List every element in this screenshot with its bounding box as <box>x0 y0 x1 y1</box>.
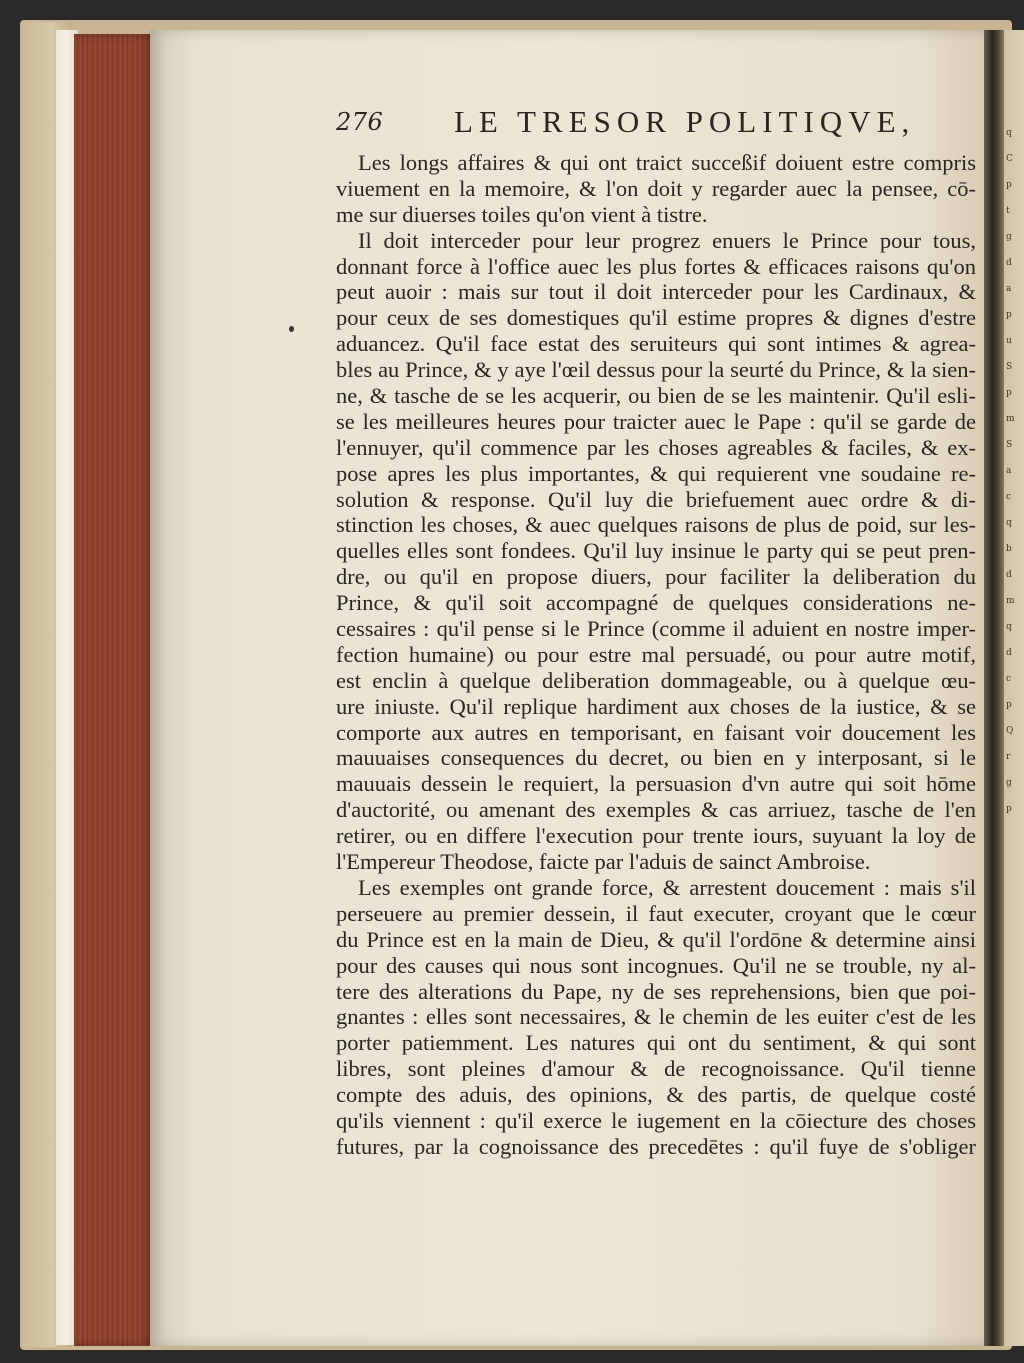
text-line: porter patiemment. Les natures qui ont du sentiment, & qui sont <box>336 1030 976 1056</box>
facing-page-fragment: q <box>1006 128 1012 138</box>
facing-page-fragment: p <box>1006 804 1012 814</box>
facing-page-fragment: c <box>1006 492 1012 502</box>
text-line: Prince, & qu'il soit accompagné de quelques considerations ne- <box>336 590 976 616</box>
text-line: se les meilleures heures pour traicter auec le Pape : qu'il se garde de <box>336 408 976 434</box>
facing-page-fragment: c <box>1006 674 1012 684</box>
facing-page-fragment: d <box>1006 258 1012 268</box>
text-line: retirer, ou en differe l'execution pour trente iours, suyuant la loy de <box>336 823 976 849</box>
gutter-shadow <box>984 30 1004 1346</box>
facing-page-fragment: g <box>1006 232 1012 242</box>
facing-page-fragment: p <box>1006 310 1012 320</box>
body-text <box>336 150 976 1160</box>
text-line: Il doit interceder pour leur progrez enuers le Prince pour tous, <box>358 227 976 253</box>
text-line: pose apres les plus importantes, & qui requierent vne soudaine re- <box>336 460 976 486</box>
text-line: dre, ou qu'il en propose diuers, pour faciliter la deliberation du <box>336 564 976 590</box>
text-line: gnantes : elles sont necessaires, & le chemin de les euiter c'est de les <box>336 1004 976 1030</box>
text-line: du Prince est en la main de Dieu, & qu'il l'ordōne & determine ainsi <box>336 926 976 952</box>
text-line: libres, sont pleines d'amour & de recognoissance. Qu'il tienne <box>336 1056 976 1082</box>
facing-page-fragment: b <box>1006 544 1012 554</box>
facing-page-fragment: p <box>1006 700 1012 710</box>
facing-page-fragment: p <box>1006 388 1012 398</box>
facing-page-fragment: Q <box>1006 726 1014 736</box>
facing-page-fragment: S <box>1006 440 1013 450</box>
facing-page-fragment: q <box>1006 518 1012 528</box>
facing-page-fragment: d <box>1006 570 1012 580</box>
text-line: solution & response. Qu'il luy die briefuement auec ordre & di- <box>336 486 976 512</box>
facing-page-fragment: a <box>1006 284 1012 294</box>
running-head <box>336 104 976 150</box>
facing-page-fragment: d <box>1006 648 1012 658</box>
text-line: pour ceux de ses domestiques qu'il estime propres & dignes d'estre <box>336 305 976 331</box>
text-line: l'ennuyer, qu'il commence par les choses agreables & faciles, & ex- <box>336 434 976 460</box>
ink-speck <box>289 326 294 332</box>
page-number: 276 <box>336 108 384 136</box>
text-line: viuement en la memoire, & l'on doit y regarder auec la pensee, cō- <box>336 175 976 201</box>
text-line: cessaires : qu'il pense si le Prince (comme il aduient en nostre imper- <box>336 616 976 642</box>
page-edges <box>74 34 154 1346</box>
text-line: ure iniuste. Qu'il replique hardiment aux choses de la iustice, & se <box>336 693 976 719</box>
text-line: mauuais dessein le requiert, la persuasion d'vn autre qui soit hōme <box>336 771 976 797</box>
text-line: tere des alterations du Pape, ny de ses reprehensions, bien que poi- <box>336 978 976 1004</box>
text-line: pour des causes qui nous sont incognues. Qu'il ne se trouble, ny al- <box>336 952 976 978</box>
text-line: mauuaises consequences du decret, ou bien en y interposant, si le <box>336 745 976 771</box>
text-line: Les exemples ont grande force, & arrestent doucement : mais s'il <box>358 874 976 900</box>
facing-page-fragment: a <box>1006 466 1012 476</box>
text-line: est enclin à quelque deliberation dommageable, ou à quelque œu- <box>336 667 976 693</box>
text-line: bles au Prince, & y aye l'œil dessus pour la seurté du Prince, & la sien- <box>336 357 976 383</box>
text-line: d'auctorité, ou amenant des exemples & cas arriuez, tasche de l'en <box>336 797 976 823</box>
text-line: peut auoir : mais sur tout il doit interceder pour les Cardinaux, & <box>336 279 976 305</box>
text-line: stinction les choses, & auec quelques raisons de plus de poid, sur les- <box>336 512 976 538</box>
facing-page-fragment: m <box>1006 414 1015 424</box>
text-line: donnant force à l'office auec les plus fortes & efficaces raisons qu'on <box>336 253 976 279</box>
facing-page-fragment: r <box>1006 752 1011 762</box>
facing-page-fragments <box>1006 120 1024 822</box>
page-text <box>336 104 976 1160</box>
facing-page-fragment: t <box>1006 206 1010 216</box>
text-line: qu'ils viennent : qu'il exerce le iugement en la cōiecture des choses <box>336 1107 976 1133</box>
text-line: ne, & tasche de se les acquerir, ou bien de se les maintenir. Qu'il esli- <box>336 383 976 409</box>
facing-page-fragment: u <box>1006 336 1012 346</box>
text-line: l'Empereur Theodose, faicte par l'aduis de sainct Ambroise. <box>336 849 871 875</box>
facing-page-fragment: p <box>1006 180 1012 190</box>
text-line: quelles elles sont fondees. Qu'il luy insinue le party qui se peut pren- <box>336 538 976 564</box>
text-line: perseuere au premier dessein, il faut executer, croyant que le cœur <box>336 900 976 926</box>
text-line: futures, par la cognoissance des precedētes : qu'il fuye de s'obliger <box>336 1133 976 1159</box>
text-line: comporte aux autres en temporisant, en faisant voir doucement les <box>336 719 976 745</box>
text-line: aduancez. Qu'il face estat des seruiteurs qui sont intimes & agrea- <box>336 331 976 357</box>
facing-page-fragment: m <box>1006 596 1015 606</box>
facing-page-fragment: C <box>1006 154 1013 164</box>
text-line: Les longs affaires & qui ont traict succeßif doiuent estre compris <box>358 150 976 175</box>
facing-page-fragment: S <box>1006 362 1013 372</box>
text-line: me sur diuerses toiles qu'on vient à tistre. <box>336 201 708 227</box>
facing-page-fragment: g <box>1006 778 1012 788</box>
text-line: compte des aduis, des opinions, & des partis, de quelque costé <box>336 1082 976 1108</box>
facing-page-fragment: q <box>1006 622 1012 632</box>
running-title: LE TRESOR POLITIQVE, <box>454 104 916 139</box>
text-line: fection humaine) ou pour estre mal persuadé, ou pour autre motif, <box>336 641 976 667</box>
